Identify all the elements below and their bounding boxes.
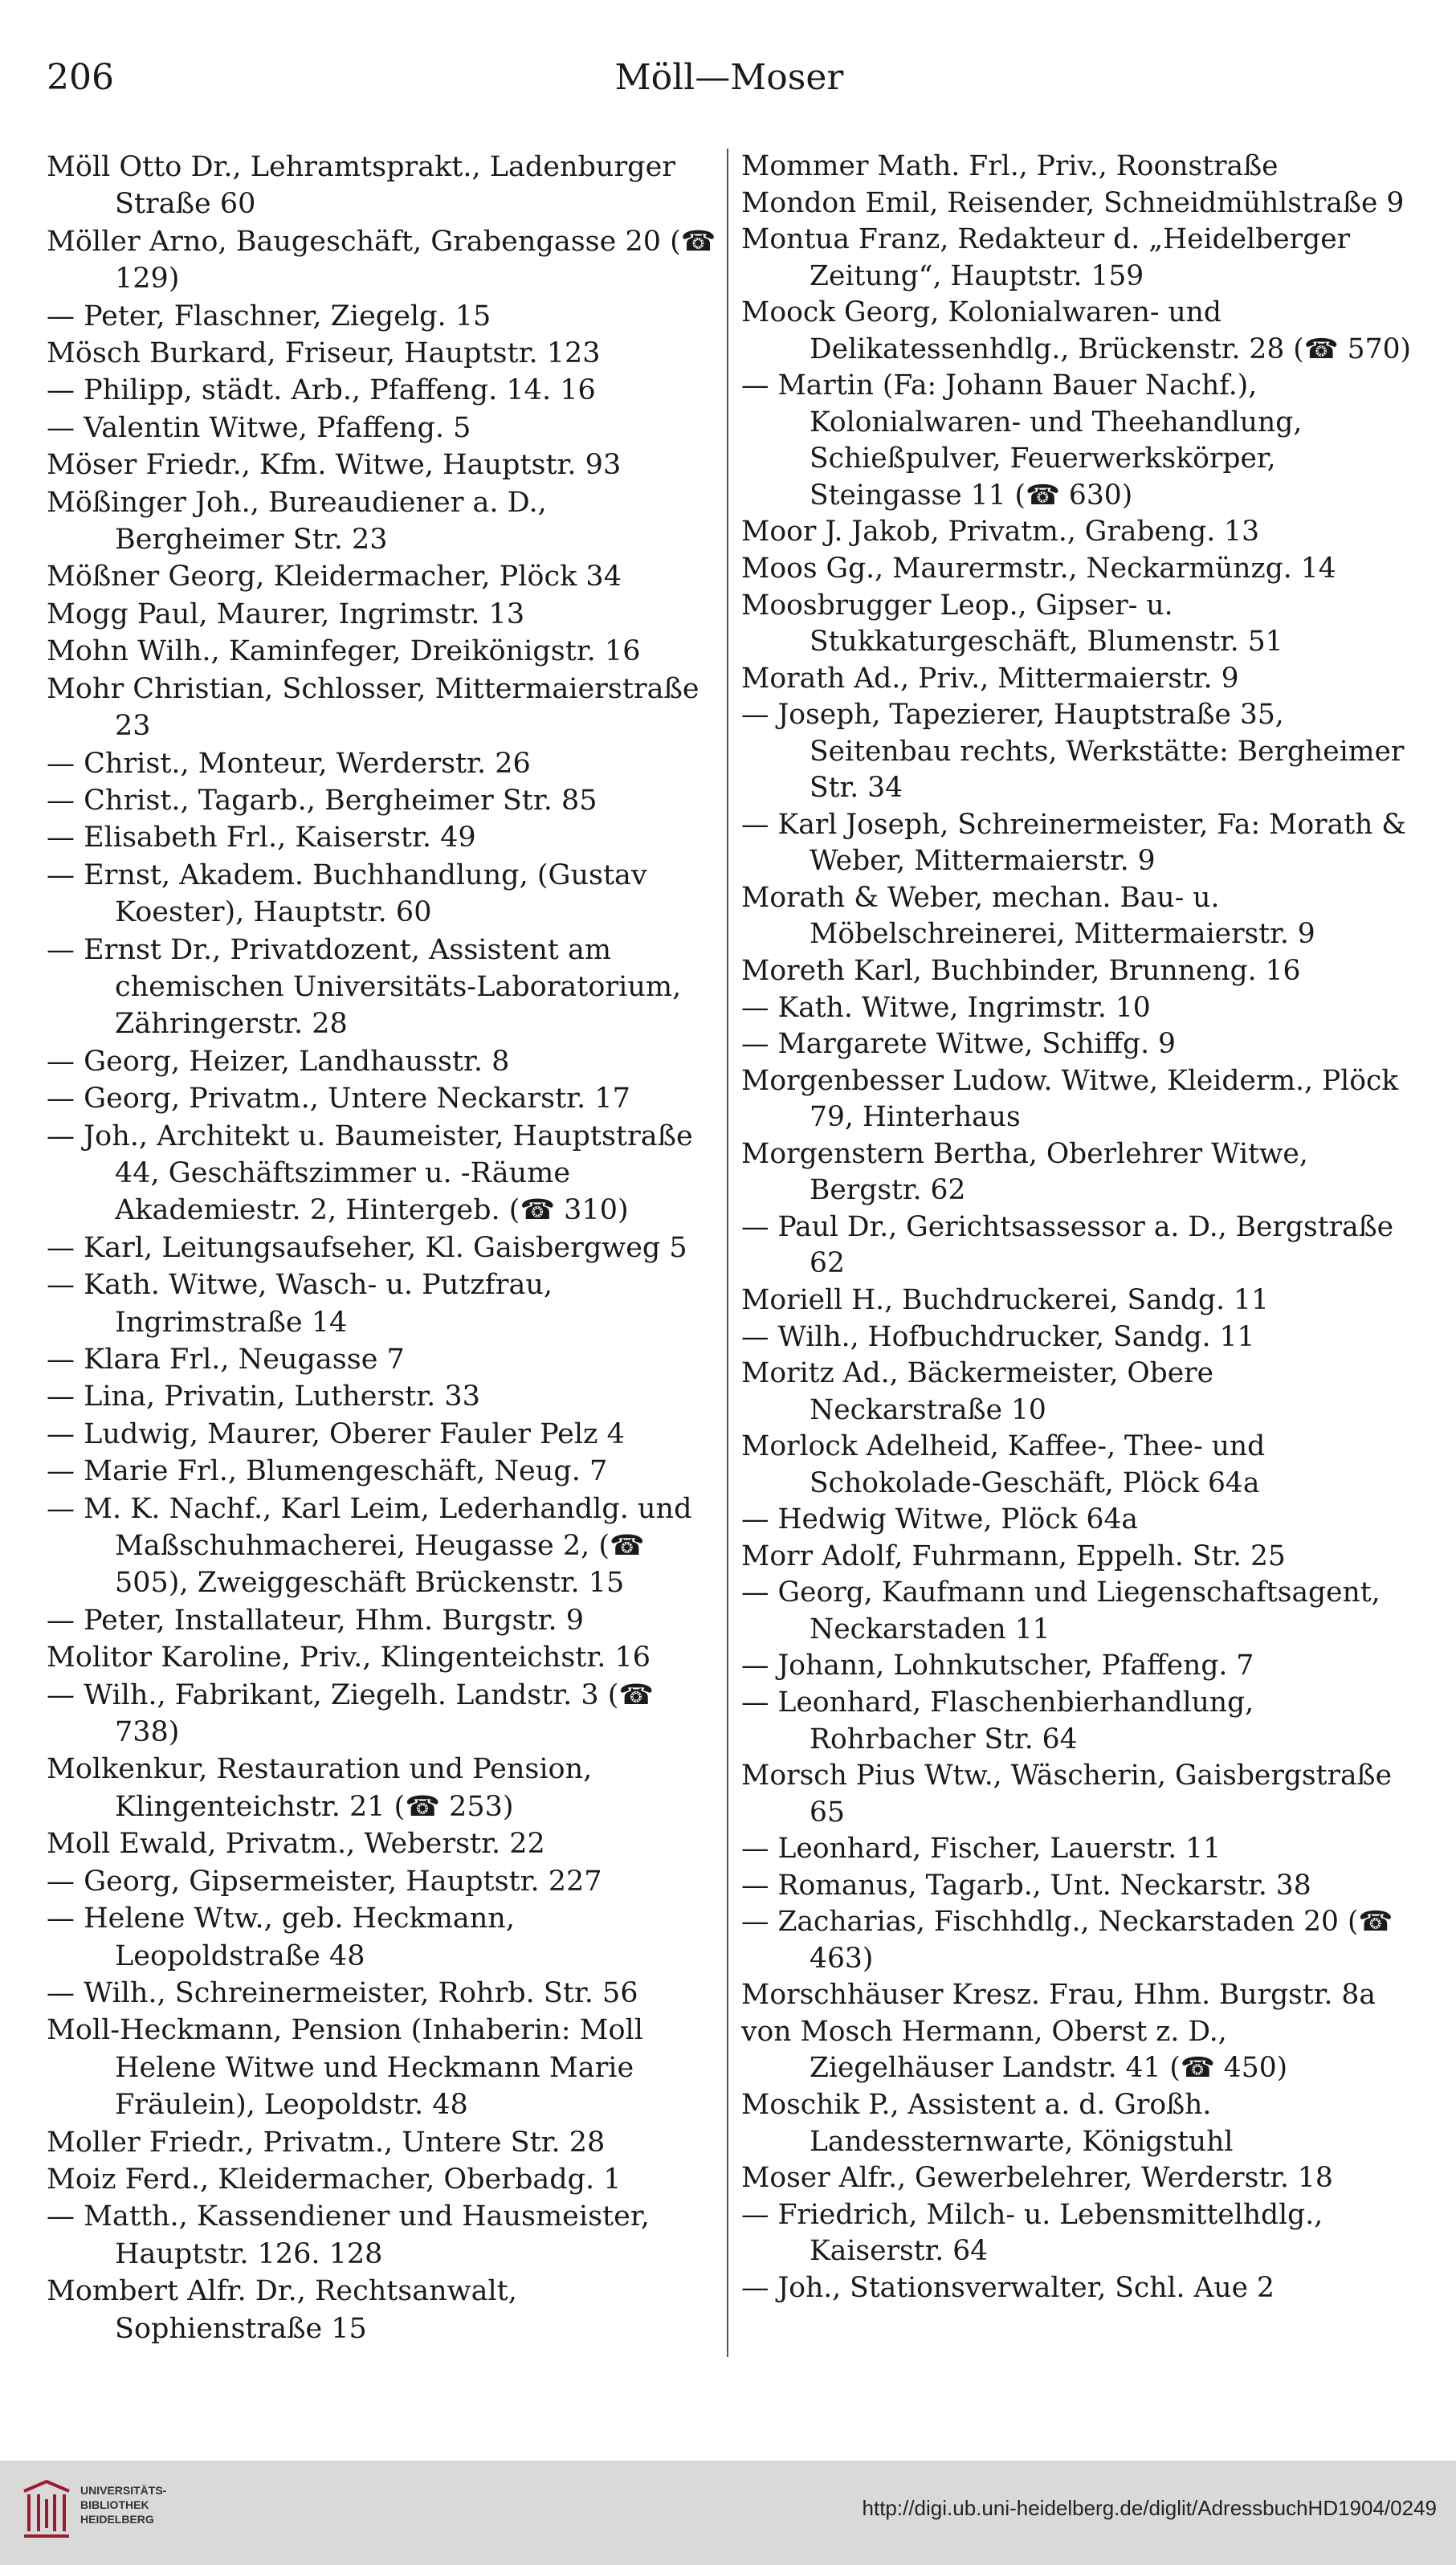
directory-entry: Morgenbesser Ludow. Witwe, Kleiderm., Plöck 79, Hinterhaus <box>741 1064 1399 1134</box>
directory-entry: — Joh., Architekt u. Baumeister, Hauptstraße 44, Geschäftszimmer u. -Räume Akademiestr. 2, Hintergeb. (☎ 310) <box>47 1119 693 1227</box>
directory-entry: Montua Franz, Redakteur d. „Heidelberger Zeitung“, Hauptstr. 159 <box>741 223 1351 292</box>
directory-entry: — Christ., Monteur, Werderstr. 26 <box>47 747 531 780</box>
directory-entry: Moritz Ad., Bäckermeister, Obere Neckarstraße 10 <box>741 1357 1214 1426</box>
directory-entry: Moller Friedr., Privatm., Untere Str. 28 <box>47 2126 606 2159</box>
directory-entry: — Peter, Installateur, Hhm. Burgstr. 9 <box>47 1604 585 1637</box>
logo-line: UNIVERSITÄTS- <box>80 2484 167 2497</box>
directory-entry: — Matth., Kassendiener und Hausmeister, Hauptstr. 126. 128 <box>47 2200 650 2270</box>
directory-entry: Moock Georg, Kolonialwaren- und Delikatessenhdlg., Brückenstr. 28 (☎ 570) <box>741 296 1411 365</box>
directory-entry: — Marie Frl., Blumengeschäft, Neug. 7 <box>47 1455 608 1488</box>
directory-entry: — Klara Frl., Neugasse 7 <box>47 1344 405 1376</box>
logo-line: HEIDELBERG <box>80 2513 154 2526</box>
directory-entry: Moriell H., Buchdruckerei, Sandg. 11 <box>741 1283 1269 1316</box>
directory-entry: Möller Arno, Baugeschäft, Grabengasse 20 (☎ 129) <box>47 225 716 296</box>
directory-entry: Moor J. Jakob, Privatm., Grabeng. 13 <box>741 516 1260 548</box>
directory-entry: Morgenstern Bertha, Oberlehrer Witwe, Bergstr. 62 <box>741 1137 1308 1207</box>
directory-entry: — Romanus, Tagarb., Unt. Neckarstr. 38 <box>741 1869 1311 1902</box>
directory-entry: Moiz Ferd., Kleidermacher, Oberbadg. 1 <box>47 2163 622 2196</box>
directory-entry: — Kath. Witwe, Ingrimstr. 10 <box>741 991 1151 1024</box>
column-divider <box>727 149 728 2357</box>
directory-entry: Mohr Christian, Schlosser, Mittermaierstraße 23 <box>47 672 699 743</box>
directory-entry: — Ernst, Akadem. Buchhandlung, (Gustav Koester), Hauptstr. 60 <box>47 858 647 929</box>
directory-entry: Moschik P., Assistent a. d. Großh. Landessternwarte, Königstuhl <box>741 2088 1234 2158</box>
directory-entry: Moos Gg., Maurermstr., Neckarmünzg. 14 <box>741 553 1336 585</box>
directory-entry: — Georg, Gipsermeister, Hauptstr. 227 <box>47 1865 602 1898</box>
directory-entry: Möll Otto Dr., Lehramtsprakt., Ladenburger Straße 60 <box>47 151 676 221</box>
directory-entry: — Wilh., Hofbuchdrucker, Sandg. 11 <box>741 1320 1255 1353</box>
directory-entry: Morath & Weber, mechan. Bau- u. Möbelschreinerei, Mittermaierstr. 9 <box>741 881 1315 951</box>
directory-entry: — Joseph, Tapezierer, Hauptstraße 35, Seitenbau rechts, Werkstätte: Bergheimer Str. 34 <box>741 699 1405 805</box>
directory-entry: Morschhäuser Kresz. Frau, Hhm. Burgstr. 8a <box>741 1979 1376 2012</box>
directory-entry: — Paul Dr., Gerichtsassessor a. D., Bergstraße 62 <box>741 1210 1394 1280</box>
page-title: Möll—Moser <box>614 57 844 98</box>
directory-entry: — Zacharias, Fischhdlg., Neckarstaden 20 (☎ 463) <box>741 1906 1393 1975</box>
directory-entry: — Elisabeth Frl., Kaiserstr. 49 <box>47 822 476 854</box>
source-url-link[interactable]: http://digi.ub.uni-heidelberg.de/diglit/AdressbuchHD1904/0249 <box>862 2496 1437 2520</box>
directory-entry: — Karl Joseph, Schreinermeister, Fa: Morath & Weber, Mittermaierstr. 9 <box>741 808 1406 878</box>
page-number: 206 <box>47 57 114 98</box>
directory-entry: — Kath. Witwe, Wasch- u. Putzfrau, Ingrimstraße 14 <box>47 1269 553 1339</box>
directory-entry: — Philipp, städt. Arb., Pfaffeng. 14. 16 <box>47 374 596 407</box>
directory-entry: — Wilh., Fabrikant, Ziegelh. Landstr. 3 (☎ 738) <box>47 1678 655 1749</box>
directory-entry: — Lina, Privatin, Lutherstr. 33 <box>47 1380 480 1413</box>
directory-entry: Moreth Karl, Buchbinder, Brunneng. 16 <box>741 955 1301 988</box>
directory-entry: — Georg, Privatm., Untere Neckarstr. 17 <box>47 1083 630 1115</box>
directory-entry: Mößner Georg, Kleidermacher, Plöck 34 <box>47 561 622 593</box>
directory-entry: — Hedwig Witwe, Plöck 64a <box>741 1503 1138 1536</box>
directory-entry: — Georg, Kaufmann und Liegenschaftsagent, Neckarstaden 11 <box>741 1576 1381 1645</box>
directory-entry: — Leonhard, Flaschenbierhandlung, Rohrbacher Str. 64 <box>741 1686 1254 1756</box>
directory-entry: Mößinger Joh., Bureaudiener a. D., Bergheimer Str. 23 <box>47 486 547 557</box>
directory-entry: Mommer Math. Frl., Priv., Roonstraße <box>741 150 1279 182</box>
directory-entry: — Johann, Lohnkutscher, Pfaffeng. 7 <box>741 1650 1254 1682</box>
directory-entry: Mondon Emil, Reisender, Schneidmühlstraße 9 <box>741 186 1405 219</box>
directory-entry: — Valentin Witwe, Pfaffeng. 5 <box>47 411 471 444</box>
directory-entry: Mohn Wilh., Kaminfeger, Dreikönigstr. 16 <box>47 635 641 668</box>
directory-entry: Morsch Pius Wtw., Wäscherin, Gaisbergstraße 65 <box>741 1760 1393 1829</box>
directory-entry: — Helene Wtw., geb. Heckmann, Leopoldstraße 48 <box>47 1902 515 1972</box>
directory-entry: — Ludwig, Maurer, Oberer Fauler Pelz 4 <box>47 1417 625 1450</box>
directory-entry: — Friedrich, Milch- u. Lebensmittelhdlg., Kaiserstr. 64 <box>741 2198 1323 2268</box>
directory-entry: Morr Adolf, Fuhrmann, Eppelh. Str. 25 <box>741 1539 1286 1572</box>
directory-entry: — Martin (Fa: Johann Bauer Nachf.), Kolonialwaren- und Theehandlung, Schießpulver, Feuerwerkskörper, Steingasse 11 (☎ 630) <box>741 369 1303 512</box>
footer-bar <box>0 2461 1456 2565</box>
logo-line: BIBLIOTHEK <box>80 2498 149 2511</box>
library-logo-text <box>80 2483 166 2526</box>
right-column <box>741 149 1412 2365</box>
directory-entry: — M. K. Nachf., Karl Leim, Lederhandlg. und Maßschuhmacherei, Heugasse 2, (☎ 505), Zweiggeschäft Brückenstr. 15 <box>47 1492 692 1600</box>
directory-entry: Morath Ad., Priv., Mittermaierstr. 9 <box>741 662 1239 695</box>
directory-entry: Moll-Heckmann, Pension (Inhaberin: Moll Helene Witwe und Heckmann Marie Fräulein), Leopoldstr. 48 <box>47 2014 643 2122</box>
directory-entry: Morlock Adelheid, Kaffee-, Thee- und Schokolade-Geschäft, Plöck 64a <box>741 1430 1266 1499</box>
directory-entry: Mogg Paul, Maurer, Ingrimstr. 13 <box>47 597 525 630</box>
directory-entry: — Wilh., Schreinermeister, Rohrb. Str. 56 <box>47 1976 638 2009</box>
directory-entry: Moosbrugger Leop., Gipser- u. Stukkaturgeschäft, Blumenstr. 51 <box>741 589 1283 659</box>
library-logo-icon <box>18 2475 75 2547</box>
directory-entry: — Karl, Leitungsaufseher, Kl. Gaisbergweg 5 <box>47 1231 687 1264</box>
directory-entry: — Georg, Heizer, Landhausstr. 8 <box>47 1045 510 1078</box>
directory-entry: Molitor Karoline, Priv., Klingenteichstr. 16 <box>47 1641 651 1674</box>
directory-entry: — Ernst Dr., Privatdozent, Assistent am chemischen Universitäts-Laboratorium, Zähringerstr. 28 <box>47 933 682 1041</box>
directory-columns <box>47 149 1412 2365</box>
page-header <box>47 50 1412 106</box>
directory-entry: — Joh., Stationsverwalter, Schl. Aue 2 <box>741 2271 1275 2304</box>
directory-entry: Mombert Alfr. Dr., Rechtsanwalt, Sophienstraße 15 <box>47 2275 517 2345</box>
directory-entry: — Margarete Witwe, Schiffg. 9 <box>741 1028 1176 1061</box>
directory-entry: — Peter, Flaschner, Ziegelg. 15 <box>47 300 491 332</box>
directory-entry: Moll Ewald, Privatm., Weberstr. 22 <box>47 1828 545 1861</box>
left-column <box>47 149 717 2365</box>
directory-entry: Mösch Burkard, Friseur, Hauptstr. 123 <box>47 337 601 370</box>
directory-entry: Molkenkur, Restauration und Pension, Klingenteichstr. 21 (☎ 253) <box>47 1753 593 1823</box>
directory-entry: — Leonhard, Fischer, Lauerstr. 11 <box>741 1833 1221 1866</box>
directory-entry: Möser Friedr., Kfm. Witwe, Hauptstr. 93 <box>47 449 622 482</box>
directory-entry: — Christ., Tagarb., Bergheimer Str. 85 <box>47 784 597 817</box>
directory-entry: von Mosch Hermann, Oberst z. D., Ziegelhäuser Landstr. 41 (☎ 450) <box>741 2015 1288 2085</box>
directory-entry: Moser Alfr., Gewerbelehrer, Werderstr. 18 <box>741 2162 1333 2195</box>
